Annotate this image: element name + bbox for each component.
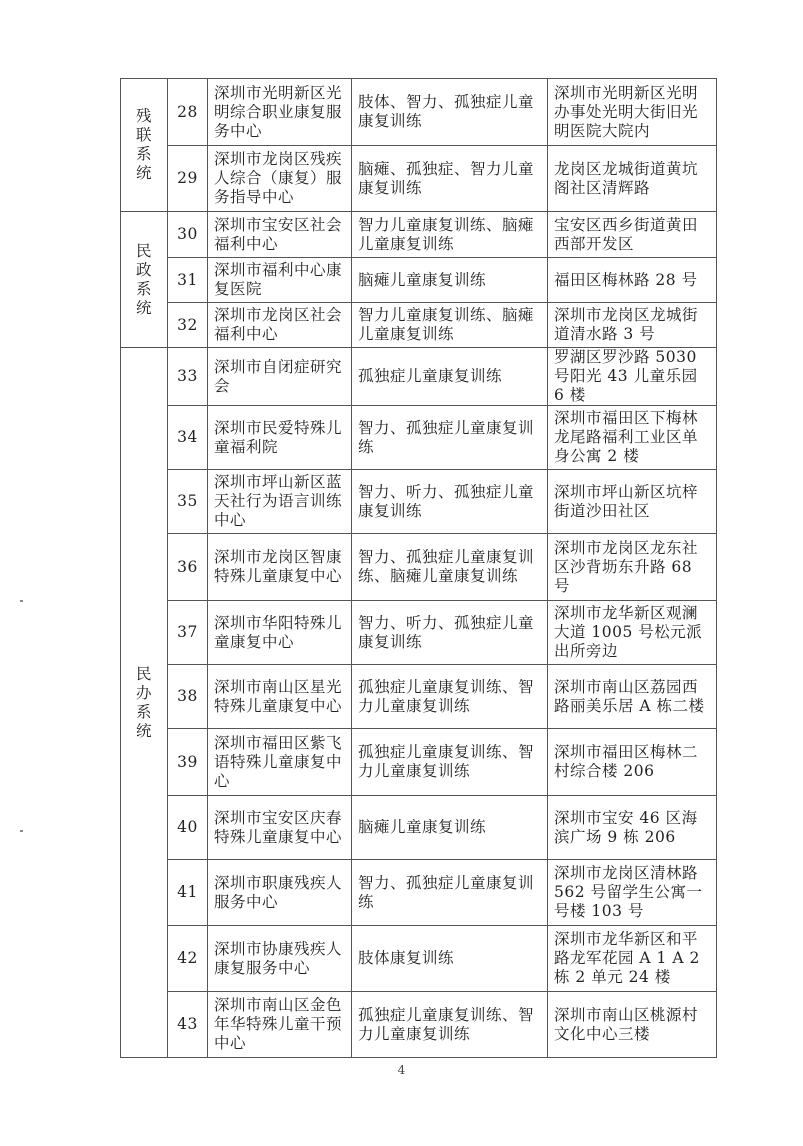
table-row	[121, 406, 717, 470]
scan-speck	[20, 830, 23, 832]
address: 深圳市龙岗区龙东社区沙背坜东升路 68 号	[548, 534, 717, 601]
table-row	[121, 729, 717, 796]
service-type: 孤独症儿童康复训练、智力儿童康复训练	[352, 992, 548, 1058]
service-type: 肢体、智力、孤独症儿童康复训练	[352, 79, 548, 146]
address: 罗湖区罗沙路 5030 号阳光 43 儿童乐园 6 楼	[548, 348, 717, 406]
service-type: 智力、孤独症儿童康复训练	[352, 406, 548, 470]
row-number: 39	[168, 729, 208, 796]
row-number: 28	[168, 79, 208, 146]
row-number: 41	[168, 860, 208, 926]
service-type: 脑瘫、孤独症、智力儿童康复训练	[352, 146, 548, 212]
address: 深圳市福田区下梅林龙尾路福利工业区单身公寓 2 楼	[548, 406, 717, 470]
service-type: 智力、听力、孤独症儿童康复训练	[352, 470, 548, 534]
row-number: 37	[168, 601, 208, 665]
service-type: 脑瘫儿童康复训练	[352, 258, 548, 303]
service-type: 智力儿童康复训练、脑瘫儿童康复训练	[352, 212, 548, 258]
row-number: 36	[168, 534, 208, 601]
institution-name: 深圳市龙岗区社会福利中心	[208, 303, 352, 348]
institution-name: 深圳市龙岗区残疾人综合（康复）服务指导中心	[208, 146, 352, 212]
table-row	[121, 303, 717, 348]
service-type: 孤独症儿童康复训练、智力儿童康复训练	[352, 729, 548, 796]
table-row	[121, 926, 717, 992]
table-row	[121, 601, 717, 665]
address: 深圳市宝安 46 区海滨广场 9 栋 206	[548, 796, 717, 860]
address: 福田区梅林路 28 号	[548, 258, 717, 303]
address: 龙岗区龙城街道黄坑阁社区清辉路	[548, 146, 717, 212]
service-type: 智力、孤独症儿童康复训练	[352, 860, 548, 926]
row-number: 33	[168, 348, 208, 406]
service-type: 脑瘫儿童康复训练	[352, 796, 548, 860]
group-label-private: 民办系统	[121, 348, 168, 1058]
institution-name: 深圳市自闭症研究会	[208, 348, 352, 406]
address: 宝安区西乡街道黄田西部开发区	[548, 212, 717, 258]
table-row	[121, 534, 717, 601]
group-label-civil: 民政系统	[121, 212, 168, 348]
table-row	[121, 665, 717, 729]
address: 深圳市南山区桃源村文化中心三楼	[548, 992, 717, 1058]
address: 深圳市龙岗区龙城街道清水路 3 号	[548, 303, 717, 348]
row-number: 32	[168, 303, 208, 348]
scan-speck	[20, 600, 23, 602]
row-number: 38	[168, 665, 208, 729]
institution-name: 深圳市福利中心康复医院	[208, 258, 352, 303]
institution-name: 深圳市坪山新区蓝天社行为语言训练中心	[208, 470, 352, 534]
institution-name: 深圳市光明新区光明综合职业康复服务中心	[208, 79, 352, 146]
service-type: 孤独症儿童康复训练	[352, 348, 548, 406]
institution-name: 深圳市华阳特殊儿童康复中心	[208, 601, 352, 665]
institution-table	[120, 78, 717, 1058]
row-number: 43	[168, 992, 208, 1058]
institution-name: 深圳市龙岗区智康特殊儿童康复中心	[208, 534, 352, 601]
row-number: 42	[168, 926, 208, 992]
address: 深圳市南山区荔园西路丽美乐居 A 栋二楼	[548, 665, 717, 729]
table-row	[121, 992, 717, 1058]
institution-name: 深圳市宝安区庆春特殊儿童康复中心	[208, 796, 352, 860]
address: 深圳市坪山新区坑梓街道沙田社区	[548, 470, 717, 534]
group-label-cat: 残联系统	[121, 79, 168, 212]
table-row	[121, 212, 717, 258]
page-number: 4	[397, 1063, 406, 1077]
row-number: 35	[168, 470, 208, 534]
table-row	[121, 796, 717, 860]
table-row	[121, 470, 717, 534]
address: 深圳市龙华新区和平路龙军花园 A 1 A 2 栋 2 单元 24 楼	[548, 926, 717, 992]
service-type: 智力儿童康复训练、脑瘫儿童康复训练	[352, 303, 548, 348]
address: 深圳市光明新区光明办事处光明大街旧光明医院大院内	[548, 79, 717, 146]
service-type: 智力、听力、孤独症儿童康复训练	[352, 601, 548, 665]
service-type: 肢体康复训练	[352, 926, 548, 992]
institution-name: 深圳市福田区紫飞语特殊儿童康复中心	[208, 729, 352, 796]
institution-name: 深圳市南山区星光特殊儿童康复中心	[208, 665, 352, 729]
institution-name: 深圳市协康残疾人康复服务中心	[208, 926, 352, 992]
row-number: 40	[168, 796, 208, 860]
service-type: 孤独症儿童康复训练、智力儿童康复训练	[352, 665, 548, 729]
table-row	[121, 146, 717, 212]
row-number: 30	[168, 212, 208, 258]
table-row	[121, 860, 717, 926]
address: 深圳市龙岗区清林路 562 号留学生公寓一号楼 103 号	[548, 860, 717, 926]
row-number: 31	[168, 258, 208, 303]
institution-name: 深圳市南山区金色年华特殊儿童干预中心	[208, 992, 352, 1058]
institution-name: 深圳市宝安区社会福利中心	[208, 212, 352, 258]
table-row	[121, 348, 717, 406]
table-row	[121, 258, 717, 303]
service-type: 智力、孤独症儿童康复训练、脑瘫儿童康复训练	[352, 534, 548, 601]
address: 深圳市福田区梅林二村综合楼 206	[548, 729, 717, 796]
institution-name: 深圳市民爱特殊儿童福利院	[208, 406, 352, 470]
institution-name: 深圳市职康残疾人服务中心	[208, 860, 352, 926]
table-row	[121, 79, 717, 146]
row-number: 29	[168, 146, 208, 212]
address: 深圳市龙华新区观澜大道 1005 号松元派出所旁边	[548, 601, 717, 665]
row-number: 34	[168, 406, 208, 470]
